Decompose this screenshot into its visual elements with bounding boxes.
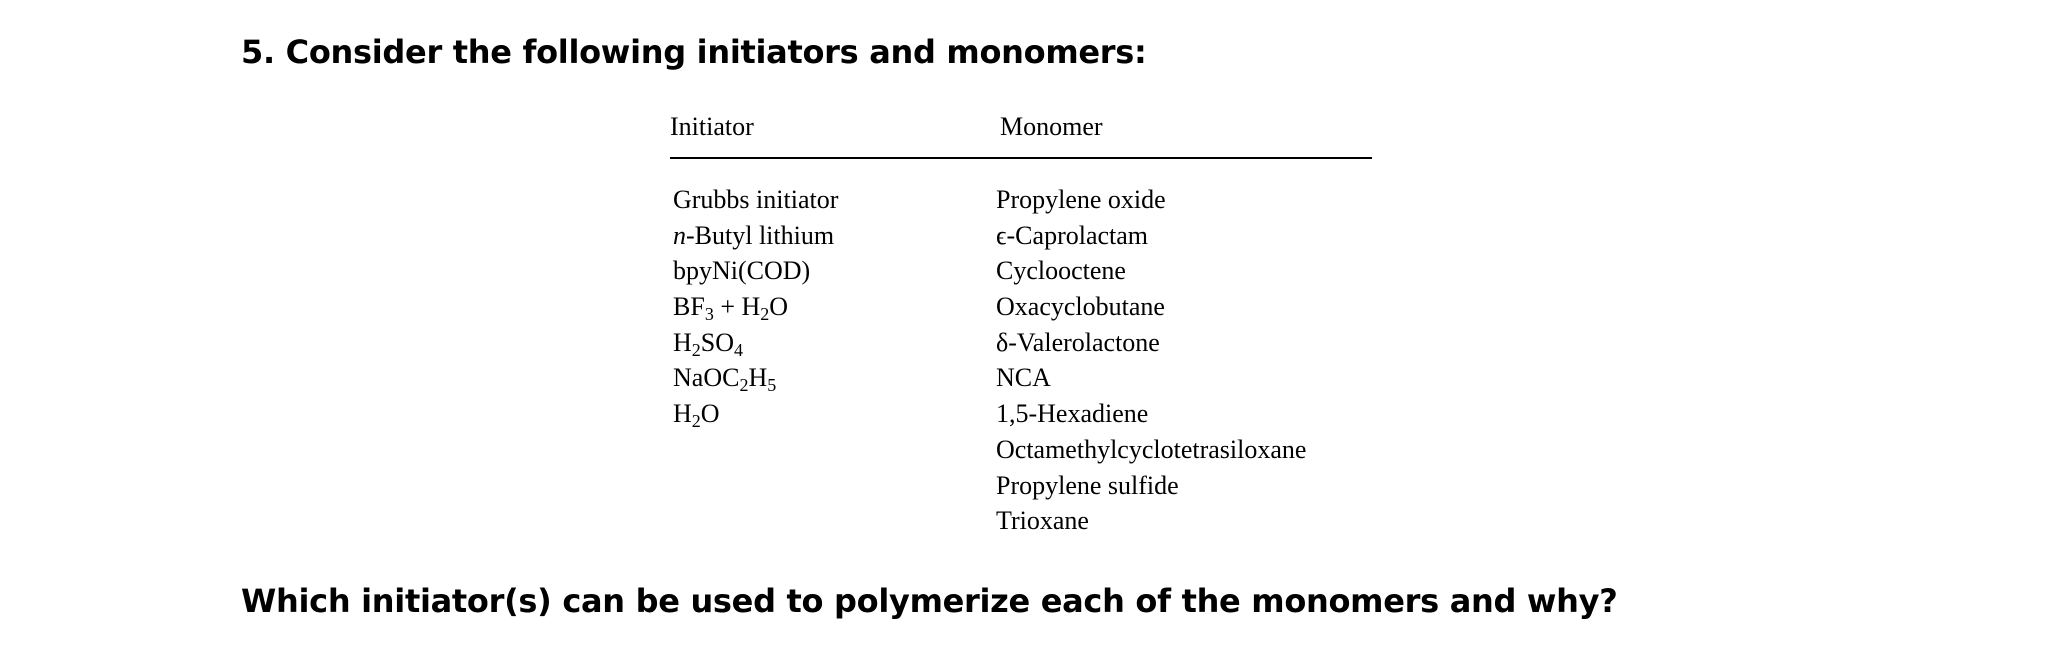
- monomer-cell: Trioxane: [996, 506, 1089, 536]
- initiator-cell: bpyNi(COD): [673, 256, 811, 286]
- initiator-cell: $H_2SO_4$: [673, 327, 744, 360]
- question-heading: 5. Consider the following initiators and monomers:: [241, 33, 1147, 71]
- initiator-cell: $H_2O$: [673, 399, 720, 432]
- initiator-monomer-table: [670, 108, 1372, 536]
- header-initiator: Initiator: [670, 112, 754, 141]
- initiator-column: [673, 182, 838, 432]
- table-header-row: [670, 108, 1372, 150]
- header-rule: [670, 157, 1372, 159]
- initiator-cell: $NaOC_2H_5$: [673, 363, 777, 396]
- monomer-cell: ϵ-Caprolactam: [996, 220, 1149, 250]
- monomer-cell: Cyclooctene: [996, 256, 1126, 286]
- monomer-column: [996, 182, 1306, 539]
- initiator-cell: Grubbs initiator: [673, 185, 839, 214]
- initiator-cell: $BF_3 + H_2O$: [673, 292, 789, 325]
- monomer-cell: Oxacyclobutane: [996, 292, 1165, 322]
- monomer-cell: NCA: [996, 363, 1051, 393]
- initiator-cell: n-Butyl lithium: [673, 220, 835, 250]
- monomer-cell: Propylene oxide: [996, 185, 1166, 214]
- monomer-cell: 1,5-Hexadiene: [996, 399, 1149, 429]
- monomer-cell: δ-Valerolactone: [996, 327, 1160, 357]
- monomer-cell: Propylene sulfide: [996, 470, 1179, 500]
- monomer-cell: Octamethylcyclotetrasiloxane: [996, 434, 1307, 464]
- question-footer: Which initiator(s) can be used to polymerize each of the monomers and why?: [241, 582, 1618, 620]
- header-monomer: Monomer: [1000, 112, 1103, 141]
